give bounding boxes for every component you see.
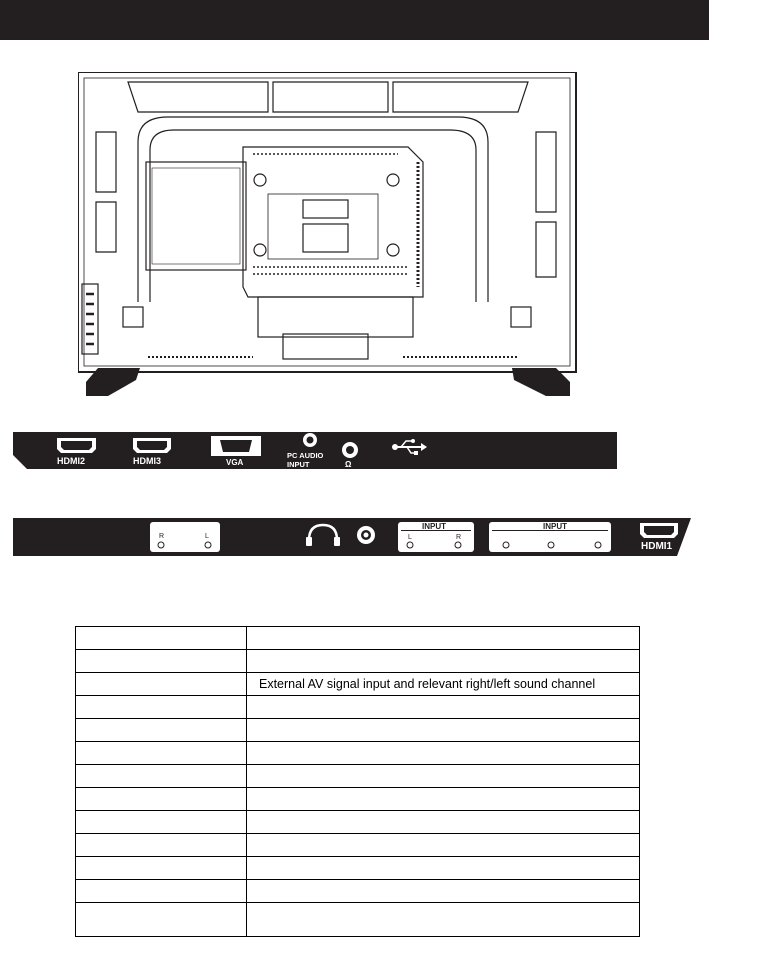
port-name-cell <box>76 857 247 880</box>
connections-table <box>75 626 640 937</box>
table-row <box>76 742 640 765</box>
hdmi1-label: HDMI1 <box>641 541 673 552</box>
port-name-cell <box>76 673 247 696</box>
port-description-cell: External AV signal input and relevant right/left sound channel <box>247 673 640 696</box>
port-name-cell <box>76 719 247 742</box>
port-name-cell <box>76 627 247 650</box>
port-description-cell <box>247 903 640 937</box>
tv-rear-illustration <box>78 72 578 402</box>
port-description-cell <box>247 834 640 857</box>
vga-label: VGA <box>226 458 244 467</box>
pc-audio-label-line1: PC AUDIO <box>287 451 324 460</box>
table-row <box>76 811 640 834</box>
port-name-cell <box>76 834 247 857</box>
av-input-title: INPUT <box>422 522 446 531</box>
port-name-cell <box>76 903 247 937</box>
table-row <box>76 696 640 719</box>
pc-audio-label-line2: INPUT <box>287 460 310 469</box>
table-row <box>76 834 640 857</box>
port-description-cell <box>247 857 640 880</box>
av-input-r-label: R <box>456 534 462 541</box>
side-port-strip-shape <box>13 518 691 556</box>
port-description-cell <box>247 765 640 788</box>
table-row <box>76 650 640 673</box>
table-row <box>76 903 640 937</box>
port-description-cell <box>247 696 640 719</box>
port-name-cell <box>76 765 247 788</box>
hdmi2-label: HDMI2 <box>57 456 86 466</box>
port-description-cell <box>247 650 640 673</box>
port-description-cell <box>247 788 640 811</box>
port-name-cell <box>76 696 247 719</box>
port-description-cell <box>247 627 640 650</box>
port-description-cell <box>247 811 640 834</box>
port-description-cell <box>247 742 640 765</box>
port-description-cell <box>247 880 640 903</box>
port-name-cell <box>76 742 247 765</box>
table-row <box>76 788 640 811</box>
table-row <box>76 880 640 903</box>
port-description-cell <box>247 719 640 742</box>
table-row <box>76 627 640 650</box>
av-input-l-label: L <box>408 534 412 541</box>
table-row <box>76 857 640 880</box>
component-input-title: INPUT <box>543 522 567 531</box>
audio-out-l-label: L <box>205 533 209 540</box>
port-name-cell <box>76 788 247 811</box>
header-bar <box>0 0 709 40</box>
side-port-strip <box>13 518 691 556</box>
table-row <box>76 765 640 788</box>
port-name-cell <box>76 650 247 673</box>
back-port-strip <box>13 432 617 469</box>
audio-out-r-label: R <box>159 533 165 540</box>
port-name-cell <box>76 880 247 903</box>
table-row <box>76 673 640 696</box>
hdmi3-label: HDMI3 <box>133 456 162 466</box>
ohm-label: Ω <box>345 460 352 469</box>
port-name-cell <box>76 811 247 834</box>
table-row <box>76 719 640 742</box>
